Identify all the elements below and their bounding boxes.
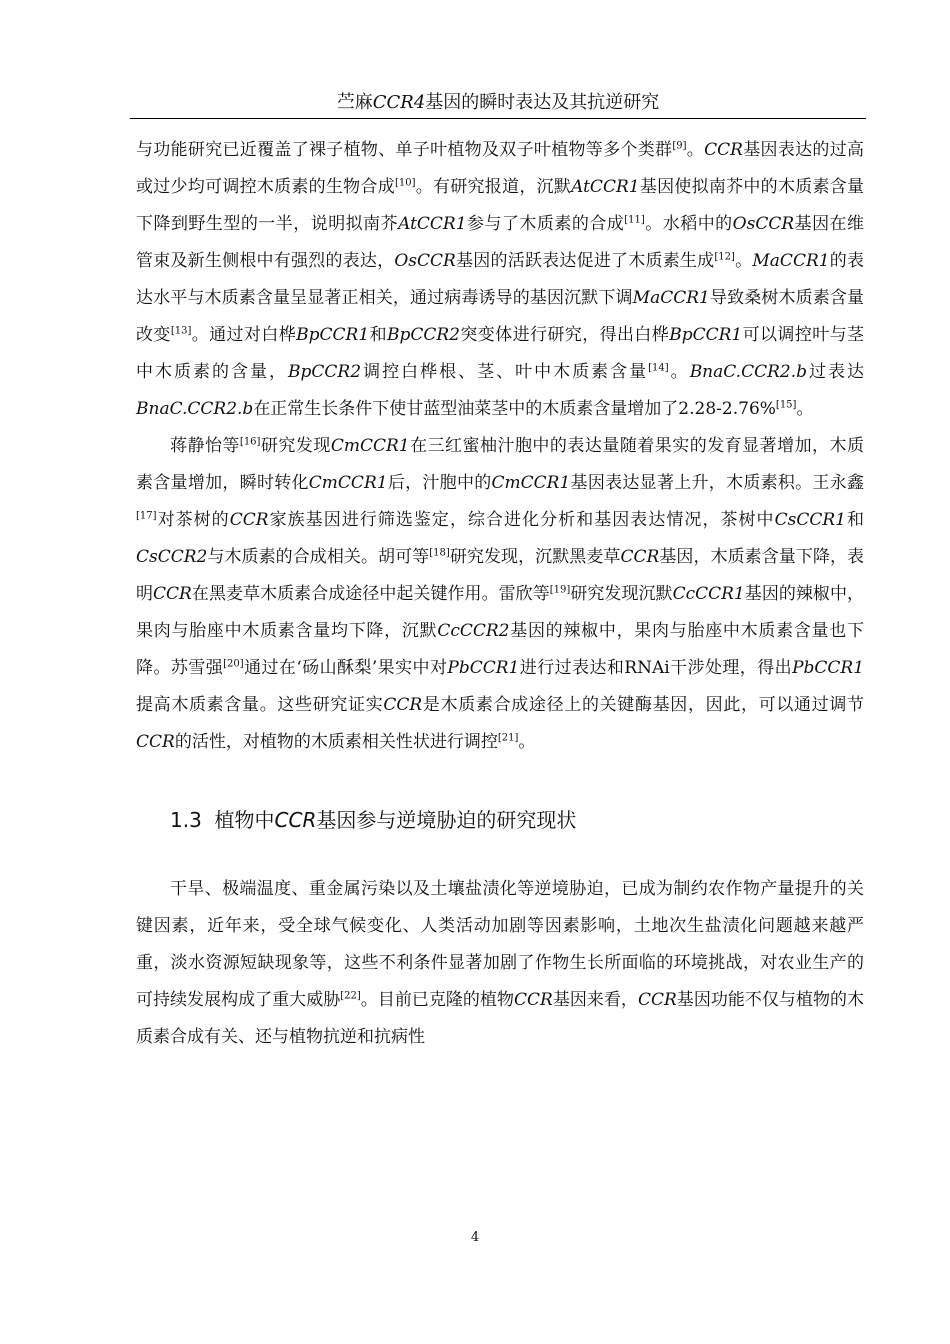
paragraph-1: 与功能研究已近覆盖了裸子植物、单子叶植物及双子叶植物等多个类群[9]。CCR基因表达的过高或过少均可调控木质素的生物合成[10]。有研究报道，沉默AtCCR1基因使拟南芥中的木质素含量下降到野生型的一半，说明拟南芥AtCCR1参与了木质素的合成[11]。水稻中的OsCCR基因在维管束及新生侧根中有强烈的表达，OsCCR基因的活跃表达促进了木质素生成[12]。MaCCR1的表达水平与木质素含量呈显著正相关，通过病毒诱导的基因沉默下调MaCCR1导致桑树木质素含量改变[13]。通过对白桦BpCCR1和BpCCR2突变体进行研究，得出白桦BpCCR1可以调控叶与茎中木质素的含量，BpCCR2调控白桦根、茎、叶中木质素含量[14]。BnaC.CCR2.b过表达BnaC.CCR2.b在正常生长条件下使甘蓝型油菜茎中的木质素含量增加了2.28-2.76%[15]。 — [136, 140, 865, 419]
paragraph-3: 干旱、极端温度、重金属污染以及土壤盐渍化等逆境胁迫，已成为制约农作物产量提升的关键因素，近年来，受全球气候变化、人类活动加剧等因素影响，土地次生盐渍化问题越来越严重，淡水资源短缺现象等，这些不利条件显著加剧了作物生长所面临的环境挑战，对农业生产的可持续发展构成了重大威胁[22]。目前已克隆的植物CCR基因来看，CCR基因功能不仅与植物的木质素合成有关、还与植物抗逆和抗病性 — [136, 879, 865, 1047]
running-header: 苎麻CCR4基因的瞬时表达及其抗逆研究 — [336, 92, 660, 113]
page-number: 4 — [470, 1230, 480, 1245]
header-rule — [130, 118, 866, 119]
paragraph-2: 蒋静怡等[16]研究发现CmCCR1在三红蜜柚汁胞中的表达量随着果实的发育显著增加，木质素含量增加，瞬时转化CmCCR1后，汁胞中的CmCCR1基因表达显著上升，木质素积。王永鑫[17]对茶树的CCR家族基因进行筛选鉴定，综合进化分析和基因表达情况，茶树中CsCCR1和CsCCR2与木质素的合成相关。胡可等[18]研究发现，沉默黑麦草CCR基因，木质素含量下降，表明CCR在黑麦草木质素合成途径中起关键作用。雷欣等[19]研究发现沉默CcCCR1基因的辣椒中，果肉与胎座中木质素含量均下降，沉默CcCCR2基因的辣椒中，果肉与胎座中木质素含量也下降。苏雪强[20]通过在‘砀山酥梨’果实中对PbCCR1进行过表达和RNAi干涉处理，得出PbCCR1提高木质素含量。这些研究证实CCR是木质素合成途径上的关键酶基因，因此，可以通过调节CCR的活性，对植物的木质素相关性状进行调控[21]。 — [136, 436, 865, 752]
section-heading — [170, 805, 864, 835]
document-body — [136, 132, 864, 1056]
section-title: 植物中CCR基因参与逆境胁迫的研究现状 — [214, 808, 577, 832]
section-number: 1.3 — [170, 808, 202, 832]
